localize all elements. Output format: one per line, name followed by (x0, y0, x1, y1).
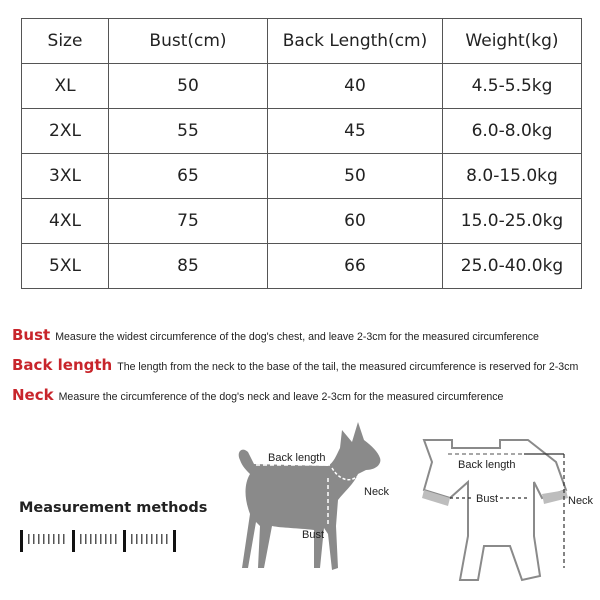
cell-size: 4XL (22, 199, 109, 244)
dog-label-neck: Neck (364, 486, 390, 498)
header-weight: Weight(kg) (443, 19, 582, 64)
definition-back-length (12, 356, 600, 386)
table-header-row (22, 19, 582, 64)
table-row (22, 109, 582, 154)
cell-size: 5XL (22, 244, 109, 289)
cell-bust: 55 (109, 109, 268, 154)
header-bust: Bust(cm) (109, 19, 268, 64)
cell-bust: 85 (109, 244, 268, 289)
table-row (22, 64, 582, 109)
cell-weight: 15.0-25.0kg (443, 199, 582, 244)
measurement-methods-title: Measurement methods (19, 500, 208, 516)
definition-term: Bust (12, 326, 51, 344)
cell-weight: 25.0-40.0kg (443, 244, 582, 289)
definition-bust (12, 326, 600, 356)
table-row (22, 199, 582, 244)
cell-weight: 6.0-8.0kg (443, 109, 582, 154)
cell-size: 2XL (22, 109, 109, 154)
cell-back-length: 45 (268, 109, 443, 154)
measurement-diagram (228, 418, 600, 598)
garment-label-bust: Bust (476, 493, 499, 505)
cell-weight: 4.5-5.5kg (443, 64, 582, 109)
cell-bust: 50 (109, 64, 268, 109)
dog-label-back-length: Back length (268, 452, 326, 464)
measuring-tape-icon (20, 528, 190, 554)
measurement-definitions (12, 326, 600, 416)
cell-back-length: 50 (268, 154, 443, 199)
header-size: Size (22, 19, 109, 64)
cell-back-length: 40 (268, 64, 443, 109)
definition-text: Measure the widest circumference of the dog's chest, and leave 2-3cm for the measured circumference (55, 331, 539, 343)
garment-label-back-length: Back length (458, 459, 516, 471)
cell-back-length: 60 (268, 199, 443, 244)
size-chart-table (21, 18, 582, 289)
definition-neck (12, 386, 600, 416)
cell-size: XL (22, 64, 109, 109)
table-row (22, 244, 582, 289)
definition-term: Back length (12, 356, 113, 374)
header-back-length: Back Length(cm) (268, 19, 443, 64)
definition-term: Neck (12, 386, 54, 404)
dog-silhouette-icon (239, 422, 390, 570)
garment-label-neck: Neck (568, 495, 594, 507)
dog-garment-icon (422, 440, 594, 580)
dog-label-bust: Bust (302, 529, 325, 541)
definition-text: Measure the circumference of the dog's neck and leave 2-3cm for the measured circumference (58, 391, 504, 403)
cell-back-length: 66 (268, 244, 443, 289)
table-row (22, 154, 582, 199)
cell-weight: 8.0-15.0kg (443, 154, 582, 199)
cell-bust: 75 (109, 199, 268, 244)
cell-bust: 65 (109, 154, 268, 199)
definition-text: The length from the neck to the base of the tail, the measured circumference is reserved for 2-3cm (117, 361, 579, 373)
cell-size: 3XL (22, 154, 109, 199)
